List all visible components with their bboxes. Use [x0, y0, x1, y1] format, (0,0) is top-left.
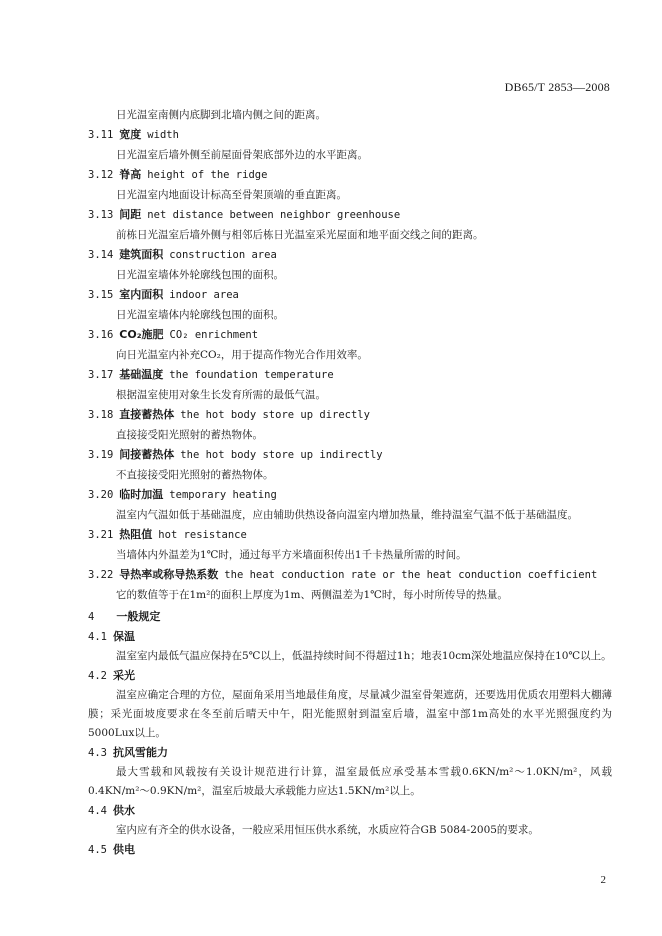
term-definition: 前栋日光温室后墙外侧与相邻后栋日光温室采光屋面和地平面交线之间的距离。	[116, 229, 484, 241]
term-definition: 它的数值等于在1m²的面积上厚度为1m、两侧温差为1℃时，每小时所传导的热量。	[116, 589, 508, 601]
term-chinese: 室内面积	[119, 288, 164, 301]
term-english: temporary heating	[169, 489, 277, 501]
term-definition: 不直接接受阳光照射的蓄热物体。	[116, 469, 274, 481]
term-heading	[88, 205, 612, 225]
term-definition: 日光温室内地面设计标高至骨架顶端的垂直距离。	[116, 189, 347, 201]
section-title: 抗风雪能力	[112, 746, 168, 759]
term-heading	[88, 165, 612, 185]
term-english: the foundation temperature	[169, 369, 334, 381]
term-heading	[88, 325, 612, 345]
term-chinese: 间接蓄热体	[119, 448, 175, 461]
term-definition: 直接接受阳光照射的蓄热物体。	[116, 429, 263, 441]
intro-line: 日光温室南侧内底脚到北墙内侧之间的距离。	[116, 109, 326, 121]
section-title: 供水	[112, 804, 135, 817]
term-chinese: 宽度	[119, 128, 142, 141]
term-english: CO₂ enrichment	[169, 329, 259, 341]
term-english: the hot body store up indirectly	[180, 449, 383, 461]
term-number: 3.12	[88, 169, 114, 181]
section-heading	[88, 666, 612, 686]
section-number: 4.2	[88, 670, 107, 682]
term-heading	[88, 285, 612, 305]
section-number: 4.5	[88, 844, 107, 856]
term-english: net distance between neighbor greenhouse	[147, 209, 401, 221]
section-number: 4.4	[88, 805, 107, 817]
section-heading	[88, 840, 612, 860]
term-chinese: 基础温度	[119, 368, 164, 381]
term-definition: 温室内气温如低于基础温度，应由辅助供热设备向温室内增加热量，维持温室气温不低于基础温度。	[116, 509, 578, 521]
section-heading	[88, 627, 612, 647]
term-chinese: 热阻值	[119, 528, 153, 541]
term-definition: 日光温室后墙外侧至前屋面骨架底部外边的水平距离。	[116, 149, 368, 161]
term-english: hot resistance	[158, 529, 247, 541]
chapter-title: 一般规定	[116, 610, 161, 623]
term-heading	[88, 445, 612, 465]
term-number: 3.17	[88, 369, 114, 381]
term-english: the hot body store up directly	[180, 409, 370, 421]
section-title: 保温	[112, 630, 135, 643]
section-title: 供电	[112, 843, 135, 856]
term-chinese: 间距	[119, 208, 142, 221]
term-number: 3.18	[88, 409, 114, 421]
term-number: 3.16	[88, 329, 114, 341]
term-heading	[88, 525, 612, 545]
term-english: construction area	[169, 249, 277, 261]
term-number: 3.21	[88, 529, 114, 541]
term-heading	[88, 485, 612, 505]
section-number: 4.1	[88, 631, 107, 643]
term-chinese: 建筑面积	[119, 248, 164, 261]
section-paragraph: 温室应确定合理的方位，屋面角采用当地最佳角度，尽量减少温室骨架遮荫，还要选用优质农用塑料大棚薄膜；采光面坡度要求在冬至前后晴天中午，阳光能照射到温室后墙，温室中部1m高处的水平光照强度约为5000Lux以上。	[88, 689, 612, 739]
sections-list	[88, 627, 612, 860]
term-heading	[88, 365, 612, 385]
term-definition: 日光温室墙体内轮廓线包围的面积。	[116, 309, 284, 321]
section-paragraph: 室内应有齐全的供水设备，一般应采用恒压供水系统，水质应符合GB 5084-2005的要求。	[116, 824, 539, 836]
term-number: 3.13	[88, 209, 114, 221]
term-chinese: 直接蓄热体	[119, 408, 175, 421]
term-english: height of the ridge	[147, 169, 268, 181]
term-english: width	[147, 129, 179, 141]
page-number: 2	[600, 874, 606, 886]
standard-code: DB65/T 2853—2008	[504, 80, 610, 94]
chapter-heading	[88, 607, 612, 627]
term-heading	[88, 565, 612, 585]
section-number: 4.3	[88, 747, 107, 759]
section-heading	[88, 801, 612, 821]
term-number: 3.14	[88, 249, 114, 261]
chapter-number: 4	[88, 611, 95, 623]
section-paragraph: 最大雪载和风载按有关设计规范进行计算，温室最低应承受基本雪载0.6KN/m²～1.0KN/m²，风载0.4KN/m²～0.9KN/m²，温室后坡最大承载能力应达1.5KN/m²以上。	[88, 766, 612, 797]
page-content	[88, 105, 612, 860]
term-definition: 向日光温室内补充CO₂，用于提高作物光合作用效率。	[116, 349, 368, 361]
term-number: 3.19	[88, 449, 114, 461]
term-definition: 根据温室使用对象生长发育所需的最低气温。	[116, 389, 326, 401]
term-heading	[88, 245, 612, 265]
term-heading	[88, 405, 612, 425]
term-number: 3.15	[88, 289, 114, 301]
term-chinese: 临时加温	[119, 488, 164, 501]
section-paragraph: 温室室内最低气温应保持在5℃以上，低温持续时间不得超过1h；地表10cm深处地温应保持在10℃以上。	[116, 650, 612, 662]
term-english: indoor area	[169, 289, 239, 301]
section-title: 采光	[112, 669, 135, 682]
term-number: 3.22	[88, 569, 114, 581]
term-chinese: 脊高	[119, 168, 142, 181]
terms-list	[88, 125, 612, 605]
term-definition: 当墙体内外温差为1℃时，通过每平方米墙面积传出1千卡热量所需的时间。	[116, 549, 467, 561]
term-heading	[88, 125, 612, 145]
term-chinese: CO₂施肥	[119, 328, 164, 341]
section-heading	[88, 743, 612, 763]
term-number: 3.11	[88, 129, 114, 141]
term-english: the heat conduction rate or the heat conduction coefficient	[224, 569, 598, 581]
term-number: 3.20	[88, 489, 114, 501]
term-chinese: 导热率或称导热系数	[119, 568, 219, 581]
term-definition: 日光温室墙体外轮廓线包围的面积。	[116, 269, 284, 281]
